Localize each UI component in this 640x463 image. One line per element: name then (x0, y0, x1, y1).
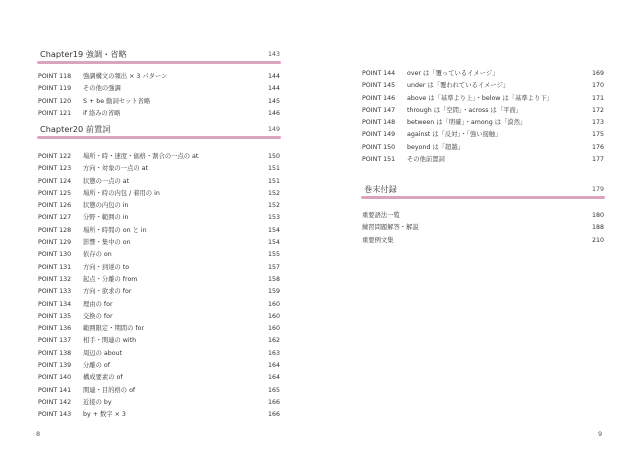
toc-entry[interactable] (37, 225, 281, 237)
toc-entry[interactable] (37, 108, 281, 120)
point-page: 146 (267, 109, 280, 117)
toc-entry[interactable] (361, 93, 605, 105)
point-topic: between は「明確」・among は「漠然」 (407, 119, 527, 127)
point-label: POINT 128 (38, 226, 72, 234)
toc-entry[interactable] (37, 249, 281, 261)
toc-entry[interactable] (37, 286, 281, 298)
point-label: POINT 133 (38, 288, 72, 296)
point-page: 152 (267, 189, 280, 197)
point-topic: 場所・時間の on と in (83, 226, 147, 234)
chapter19-heading[interactable] (37, 49, 281, 62)
toc-entry[interactable] (37, 212, 281, 224)
point-topic: 相手・関連の with (83, 337, 137, 345)
point-label: POINT 124 (38, 177, 72, 185)
point-page: 144 (267, 85, 280, 93)
toc-entry[interactable] (37, 83, 281, 95)
point-page: 160 (267, 312, 280, 320)
toc-entry[interactable] (37, 311, 281, 323)
toc-entry[interactable] (361, 80, 605, 92)
point-page: 173 (591, 119, 604, 127)
point-topic: beyond は「超越」 (407, 143, 464, 151)
point-label: POINT 144 (362, 70, 396, 77)
point-page: 169 (591, 70, 604, 77)
point-topic: 方向・欲求の for (83, 288, 132, 296)
toc-entry[interactable] (361, 129, 605, 141)
point-label: POINT 136 (38, 325, 72, 333)
toc-entry[interactable] (37, 237, 281, 249)
chapter19-section (37, 49, 281, 120)
point-page: 163 (267, 349, 280, 357)
point-page: 151 (267, 165, 280, 173)
chapter-page-number: 143 (267, 51, 280, 58)
point-topic: 影響・集中の on (83, 239, 131, 247)
point-page: 160 (267, 300, 280, 308)
point-label: POINT 132 (38, 275, 72, 283)
point-topic: above は「基準より上」・below は「基準より下」 (407, 94, 553, 102)
point-page: 159 (267, 288, 280, 296)
point-label: POINT 125 (38, 189, 72, 197)
point-topic: 場所・時・速度・価格・割合の一点の at (83, 153, 199, 160)
point-label: POINT 143 (38, 411, 72, 419)
point-page: 151 (267, 177, 280, 185)
point-page: 154 (267, 239, 280, 247)
toc-entry[interactable] (37, 71, 281, 83)
point-label: POINT 142 (38, 398, 72, 406)
point-topic: 交換の for (83, 312, 113, 320)
appendix-page: 210 (591, 236, 604, 244)
point-page: 177 (591, 156, 604, 164)
toc-entry[interactable] (37, 385, 281, 397)
point-topic: 強調構文の頻出 × 3 パターン (83, 73, 168, 80)
appendix-topic: 重要例文集 (362, 236, 394, 244)
chapter20-section (37, 124, 281, 422)
appendix-page: 180 (591, 212, 604, 219)
point-topic: 近接の by (83, 398, 112, 406)
point-page: 166 (267, 411, 280, 419)
point-topic: 方向・対象の一点の at (83, 165, 149, 173)
point-topic: under は「覆われているイメージ」 (407, 82, 510, 90)
chapter20-heading[interactable] (37, 124, 281, 137)
point-page: 170 (591, 82, 604, 90)
chapter20-continued (361, 68, 605, 166)
point-label: POINT 122 (38, 153, 72, 160)
point-label: POINT 121 (38, 109, 72, 117)
appendix-topic: 練習問題解答・解説 (362, 224, 419, 232)
point-topic: against は「反対」・「強い接触」 (407, 131, 502, 139)
toc-entry[interactable] (37, 409, 281, 421)
page-number: 9 (598, 430, 603, 438)
point-topic: 理由の for (83, 300, 113, 308)
point-topic: 依存の on (83, 251, 112, 259)
point-topic: その他の強調 (83, 85, 121, 93)
point-topic: 場所・時の内包 / 着用の in (83, 189, 160, 197)
point-topic: 起点・分離の from (83, 275, 138, 283)
toc-entry[interactable] (37, 299, 281, 311)
toc-entry[interactable] (37, 348, 281, 360)
toc-entry[interactable] (361, 235, 605, 247)
point-label: POINT 131 (38, 263, 72, 271)
point-label: POINT 148 (362, 119, 396, 127)
point-topic: by + 数字 × 3 (83, 411, 126, 419)
point-page: 164 (267, 362, 280, 370)
point-topic: 分野・範囲の in (83, 214, 129, 222)
toc-entry[interactable] (361, 68, 605, 80)
chapter-title: 巻末付録 (364, 184, 397, 194)
toc-entry[interactable] (37, 274, 281, 286)
point-label: POINT 150 (362, 143, 396, 151)
point-page: 157 (267, 263, 280, 271)
point-label: POINT 118 (38, 73, 72, 80)
point-label: POINT 137 (38, 337, 72, 345)
point-label: POINT 151 (362, 156, 396, 164)
toc-entry[interactable] (37, 151, 281, 163)
point-topic: 周辺の about (83, 349, 123, 357)
toc-entry[interactable] (37, 188, 281, 200)
point-page: 162 (267, 337, 280, 345)
appendix-page: 188 (591, 224, 604, 232)
point-label: POINT 129 (38, 239, 72, 247)
chapter-page-number: 149 (267, 126, 280, 133)
toc-entry[interactable] (37, 335, 281, 347)
chapter-page-number: 179 (591, 186, 604, 193)
point-page: 165 (267, 386, 280, 394)
chapter-title: Chapter19 強調・省略 (40, 49, 127, 59)
toc-entry[interactable] (37, 200, 281, 212)
point-page: 176 (591, 143, 604, 151)
point-label: POINT 123 (38, 165, 72, 173)
toc-entry[interactable] (37, 323, 281, 335)
point-label: POINT 138 (38, 349, 72, 357)
point-label: POINT 140 (38, 374, 72, 382)
point-topic: 構成要素の of (83, 374, 123, 382)
appendix-heading[interactable] (361, 184, 605, 197)
toc-entry[interactable] (37, 397, 281, 409)
chapter-accent-bar (37, 136, 281, 139)
point-label: POINT 120 (38, 97, 72, 105)
toc-entry[interactable] (37, 372, 281, 384)
point-page: 145 (267, 97, 280, 105)
point-label: POINT 139 (38, 362, 72, 370)
point-label: POINT 126 (38, 202, 72, 210)
toc-entry[interactable] (361, 210, 605, 222)
point-page: 152 (267, 202, 280, 210)
page-number: 8 (36, 430, 41, 438)
toc-entry[interactable] (361, 105, 605, 117)
point-page: 175 (591, 131, 604, 139)
chapter-title: Chapter20 前置詞 (40, 124, 111, 134)
toc-entry[interactable] (361, 117, 605, 129)
point-topic: 関連・目的格の of (83, 386, 136, 394)
point-page: 164 (267, 374, 280, 382)
point-label: POINT 141 (38, 386, 72, 394)
point-topic: if 絡みの省略 (83, 109, 121, 117)
toc-entry[interactable] (361, 142, 605, 154)
point-topic: その他前置詞 (407, 156, 445, 164)
point-page: 155 (267, 251, 280, 259)
point-topic: 状態の内包の in (83, 202, 129, 210)
point-label: POINT 145 (362, 82, 396, 90)
point-label: POINT 127 (38, 214, 72, 222)
toc-entry[interactable] (37, 360, 281, 372)
point-label: POINT 146 (362, 94, 396, 102)
point-label: POINT 130 (38, 251, 72, 259)
point-page: 166 (267, 398, 280, 406)
point-label: POINT 135 (38, 312, 72, 320)
toc-entry[interactable] (361, 154, 605, 166)
toc-entry[interactable] (37, 163, 281, 175)
point-page: 153 (267, 214, 280, 222)
point-page: 150 (267, 153, 280, 160)
appendix-section (361, 184, 605, 247)
chapter-accent-bar (37, 61, 281, 64)
point-topic: through は「空間」・across は「平面」 (407, 106, 523, 114)
toc-entry[interactable] (361, 222, 605, 234)
point-label: POINT 147 (362, 106, 396, 114)
right-page (320, 0, 640, 463)
point-topic: 分離の of (83, 362, 110, 370)
point-page: 172 (591, 106, 604, 114)
appendix-topic: 重要語法一覧 (362, 212, 400, 219)
point-label: POINT 119 (38, 85, 72, 93)
toc-entry[interactable] (37, 96, 281, 108)
point-topic: 範囲限定・期間の for (83, 325, 145, 333)
point-topic: over は「覆っているイメージ」 (407, 70, 499, 77)
chapter-accent-bar (361, 196, 605, 199)
point-page: 154 (267, 226, 280, 234)
point-page: 160 (267, 325, 280, 333)
toc-entry[interactable] (37, 176, 281, 188)
point-topic: 方向・到達の to (83, 263, 130, 271)
point-topic: S + be 動詞セット省略 (83, 97, 151, 105)
point-page: 144 (267, 73, 280, 80)
point-page: 158 (267, 275, 280, 283)
point-label: POINT 134 (38, 300, 72, 308)
point-label: POINT 149 (362, 131, 396, 139)
point-topic: 状態の一点の at (83, 177, 130, 185)
point-page: 171 (591, 94, 604, 102)
toc-entry[interactable] (37, 262, 281, 274)
